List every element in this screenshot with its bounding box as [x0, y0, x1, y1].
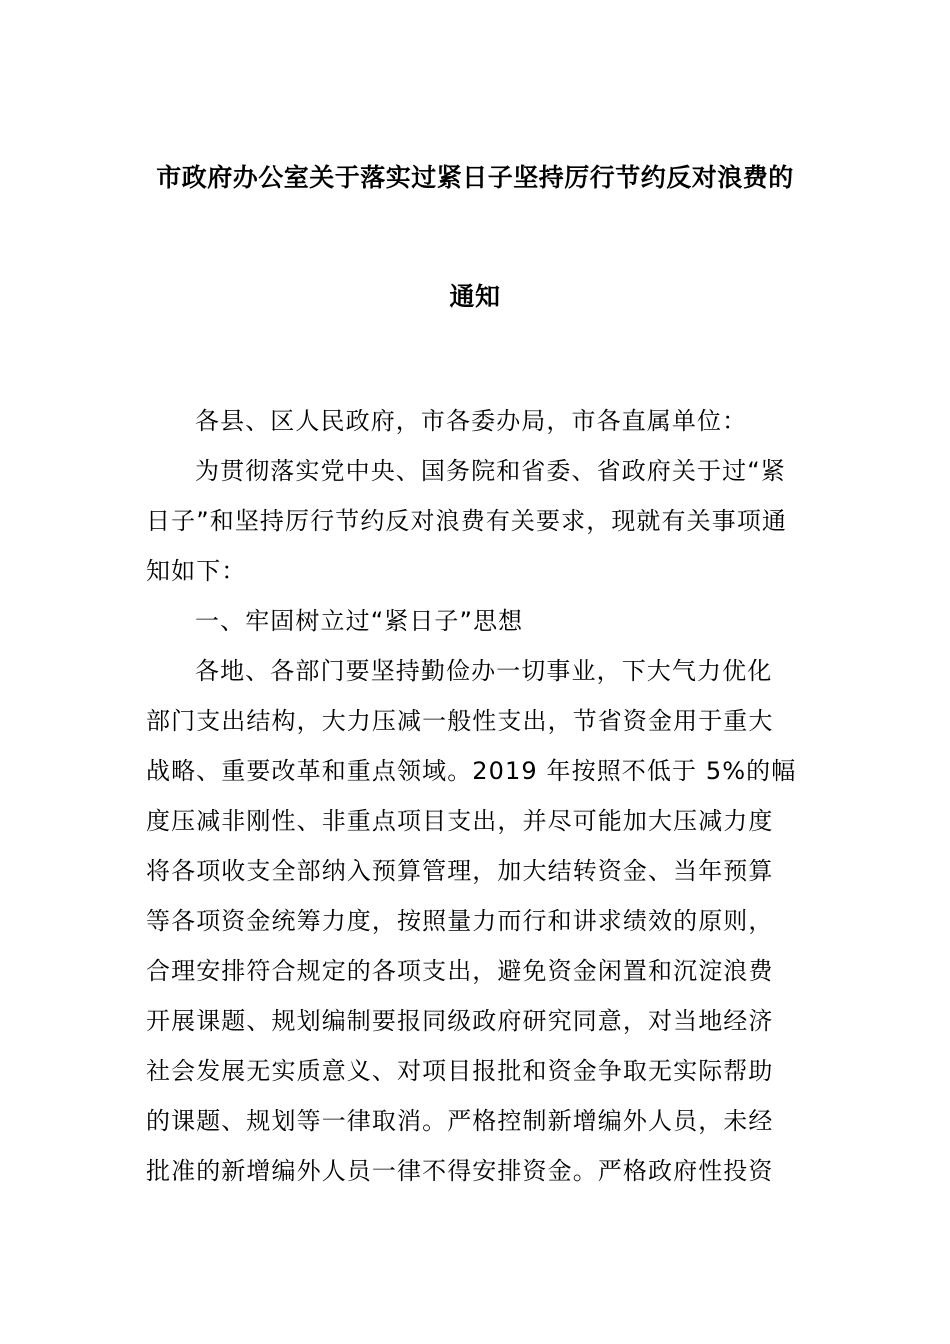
paragraph-line: 度压减非刚性、非重点项目支出，并尽可能加大压减力度	[146, 807, 774, 835]
intro-line-1: 为贯彻落实党中央、国务院和省委、省政府关于过“紧	[195, 457, 786, 485]
paragraph-line: 等各项资金统筹力度，按照量力而行和讲求绩效的原则，	[146, 907, 774, 935]
document-title-line-2: 通知	[449, 282, 501, 311]
paragraph-line: 各地、各部门要坚持勤俭办一切事业，下大气力优化	[195, 657, 773, 685]
paragraph-line: 批准的新增编外人员一律不得安排资金。严格政府性投资	[146, 1157, 774, 1185]
intro-line-2: 日子”和坚持厉行节约反对浪费有关要求，现就有关事项通	[146, 507, 788, 535]
paragraph-line: 社会发展无实质意义、对项目报批和资金争取无实际帮助	[146, 1057, 774, 1085]
intro-line-3: 知如下：	[146, 557, 247, 585]
salutation: 各县、区人民政府，市各委办局，市各直属单位：	[195, 407, 748, 435]
section-heading-1: 一、牢固树立过“紧日子”思想	[195, 607, 524, 635]
paragraph-line: 将各项收支全部纳入预算管理，加大结转资金、当年预算	[146, 857, 774, 885]
paragraph-line: 部门支出结构，大力压减一般性支出，节省资金用于重大	[146, 707, 774, 735]
paragraph-line: 开展课题、规划编制要报同级政府研究同意，对当地经济	[146, 1007, 774, 1035]
document-title-line-1: 市政府办公室关于落实过紧日子坚持厉行节约反对浪费的	[156, 163, 794, 192]
paragraph-line: 的课题、规划等一律取消。严格控制新增编外人员，未经	[146, 1107, 774, 1135]
paragraph-line: 合理安排符合规定的各项支出，避免资金闲置和沉淀浪费	[146, 957, 774, 985]
paragraph-line: 战略、重要改革和重点领域。2019 年按照不低于 5%的幅	[146, 757, 797, 785]
